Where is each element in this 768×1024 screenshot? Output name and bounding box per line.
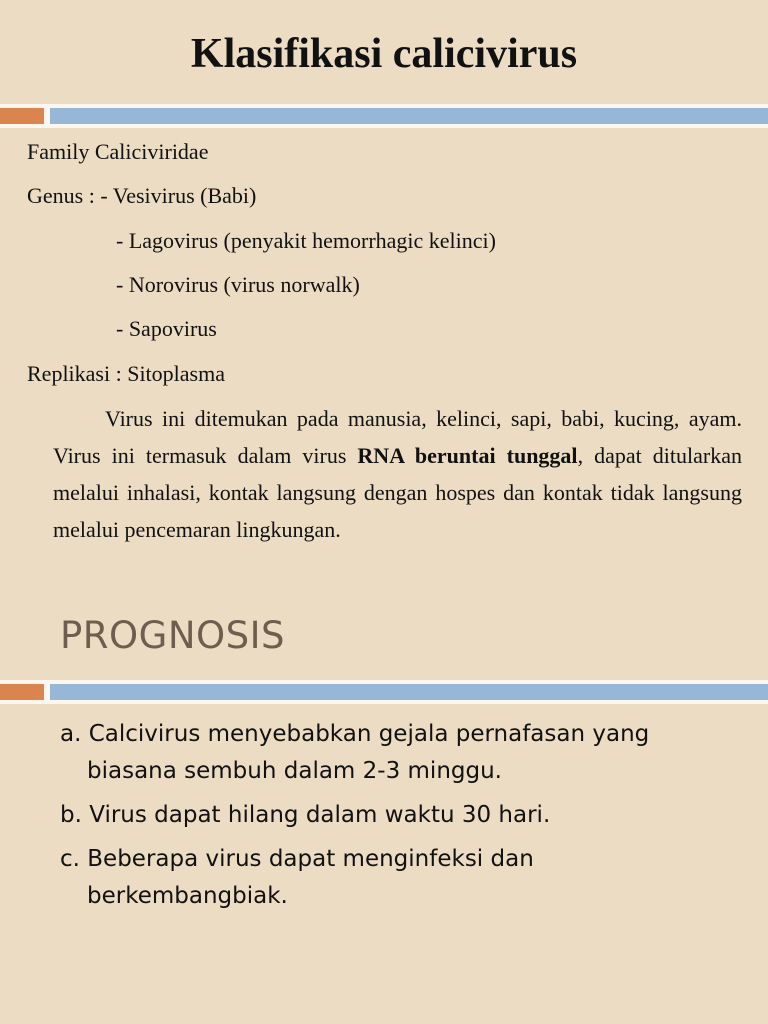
genus-item: - Norovirus (virus norwalk) [116,272,360,297]
prognosis-item-c [60,841,740,915]
paragraph-text-before: Virus ini ditemukan pada manusia, kelinci, sapi, babi, kucing, ayam. Virus ini termasuk dalam virus [53,406,742,468]
item-continuation: biasana sembuh dalam 2-3 minggu. [87,758,502,784]
divider-orange-block [0,108,44,124]
title-divider [0,104,768,128]
family-line: Family Caliciviridae [27,139,209,164]
prognosis-title: PROGNOSIS [60,614,286,657]
prognosis-item-a [60,716,740,790]
divider-blue-bar [50,684,768,700]
prognosis-divider [0,680,768,704]
item-continuation: berkembangbiak. [87,883,288,909]
item-first-line: b. Virus dapat hilang dalam waktu 30 hari. [60,802,551,828]
divider-orange-block [0,684,44,700]
divider-blue-bar [50,108,768,124]
genus-item: - Sapovirus [116,316,217,341]
genus-item: - Lagovirus (penyakit hemorrhagic kelinci) [116,228,496,253]
replikasi-line: Replikasi : Sitoplasma [27,361,225,386]
paragraph-bold-text: RNA beruntai tunggal [357,443,578,468]
item-first-line: a. Calcivirus menyebabkan gejala pernafasan yang [60,721,650,747]
genus-line [27,183,256,209]
paragraph-text-after: , dapat ditularkan melalui inhalasi, kontak langsung dengan hospes dan kontak tidak langsung melalui pencemaran lingkungan. [53,443,742,542]
genus-label: Genus : [27,183,101,208]
genus-item: - Vesivirus (Babi) [100,183,257,208]
prognosis-item-b [60,797,740,834]
slide-title: Klasifikasi calicivirus [190,31,578,77]
item-first-line: c. Beberapa virus dapat menginfeksi dan [60,846,534,872]
description-paragraph [53,400,742,548]
